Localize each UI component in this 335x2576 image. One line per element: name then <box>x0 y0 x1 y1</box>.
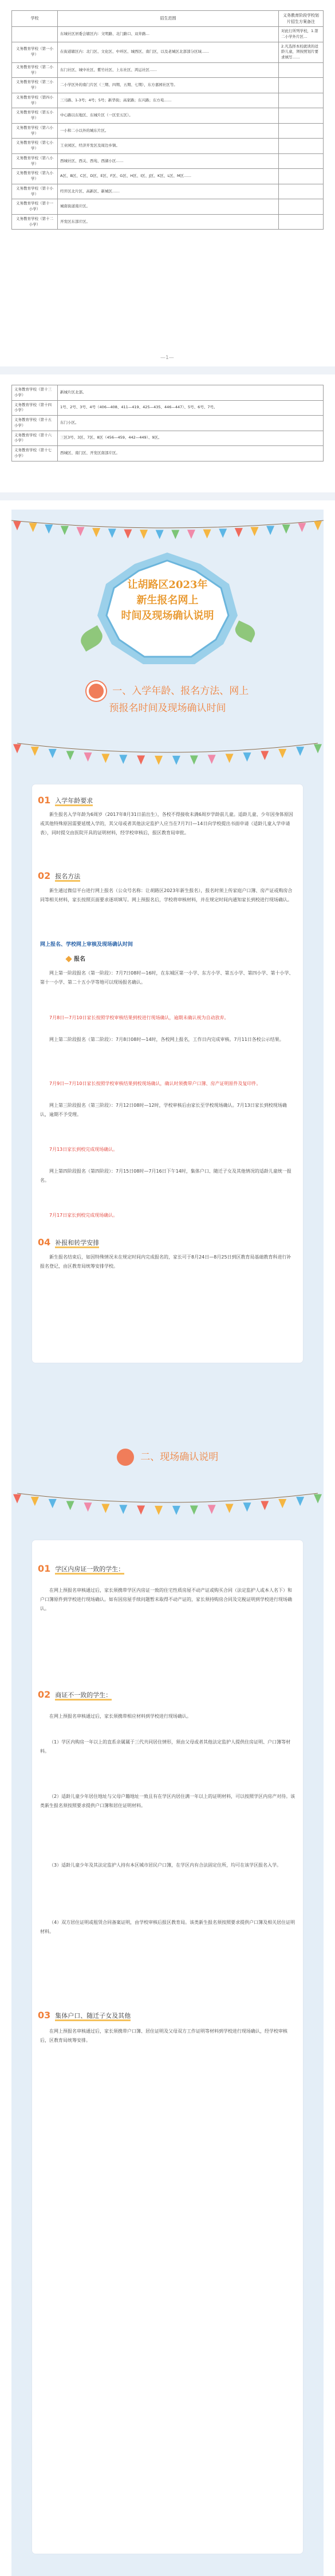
scope-cell: 一小和二小以外的城东片区。 <box>58 123 279 139</box>
table-row <box>12 169 324 184</box>
schedule-subheading-2: 报名 <box>66 954 85 962</box>
alarm-clock-icon <box>117 1449 134 1466</box>
note-cell <box>279 108 324 124</box>
bunting-flag <box>282 524 290 534</box>
section-1-heading-line-1: 一、入学年龄、报名方法、网上 <box>112 685 249 697</box>
bunting-flag <box>203 529 211 538</box>
schedule-p8: 7月17日家长到校完成现场确认。 <box>49 1213 118 1218</box>
bunting-flag <box>296 747 304 756</box>
table-row <box>12 400 324 416</box>
item-number: 03 <box>38 2010 51 2021</box>
school-name-cell: 义务教育学校（第七小学） <box>12 139 58 154</box>
note-cell <box>279 184 324 199</box>
banner-title-line-1: 让胡路区2023年 <box>127 579 208 591</box>
scope-cell: A区、B区、C区、D区、E区、F区、G区、H区、I区、J区、K区、L区、M区…… <box>58 169 279 184</box>
scope-cell: 城南街道南片区。 <box>58 199 279 215</box>
bunting-flag <box>171 530 179 539</box>
bunting-flag <box>101 1504 109 1513</box>
note-cell <box>279 169 324 184</box>
table-row <box>12 385 324 401</box>
item-2-header <box>38 870 80 881</box>
alarm-clock-icon <box>86 681 106 701</box>
bunting-flag <box>45 524 53 534</box>
table-body <box>12 385 324 461</box>
bunting-flag <box>261 751 269 760</box>
school-name-cell: 义务教育学校（第四小学） <box>12 93 58 108</box>
item-number: 04 <box>38 1237 51 1248</box>
item-number: 02 <box>38 870 51 881</box>
item-number: 02 <box>38 1689 51 1700</box>
bunting-flag <box>250 527 258 536</box>
bunting-flag <box>77 527 85 536</box>
item-title: 入学年龄要求 <box>55 796 93 805</box>
bunting-decoration <box>11 518 324 541</box>
table-body <box>12 27 324 230</box>
section-1-heading <box>11 681 324 716</box>
school-name-cell: 义务教育学校（第十一小学） <box>12 199 58 215</box>
school-zone-table <box>11 10 324 230</box>
item-1-text: 新生报名入学年龄为6周岁（2017年8月31日前出生），各校不得接收未满6周岁学龄前儿童。适龄儿童、少年因身体原因或其他特殊原因需要延缓入学的，其父母或者其他法定监护人应当在7月7日—14日向学校提出书面申请（适龄儿童入学申请表），同时提交由医院开具的证明材料，经学校审核后，报区教育局审批。 <box>40 812 293 835</box>
bunting-flag <box>108 528 116 538</box>
note-cell <box>279 93 324 108</box>
schedule-p3: 网上第二阶段报名（第二阶段）：7月8日08时—14时，各校网上报名，工作日内完成审核。7月11日各校公示结果。 <box>49 1037 284 1042</box>
scope-cell: 东门社区、城中社区、紫竹社区、上东社区、鸿运社区…… <box>58 62 279 78</box>
bunting-flag <box>49 1499 57 1508</box>
school-name-cell: 义务教育学校（第十七小学） <box>12 446 58 461</box>
table-row <box>12 184 324 199</box>
scope-cell: 西城社区、西关、西苑、西湖小区…… <box>58 153 279 169</box>
bunting-flag <box>226 754 234 763</box>
schedule-p7: 网上第四阶段报名（第四阶段）：7月15日08时—7月16日下午14时，集体户口、随迁子女及其他情况的适龄儿童统一报名。 <box>40 1169 291 1183</box>
school-name-cell: 义务教育学校（第十小学） <box>12 184 58 199</box>
item-title: 集体户口、随迁子女及其他 <box>55 2011 131 2020</box>
school-name-cell: 义务教育学校（第十五小学） <box>12 416 58 431</box>
scope-cell: 新城片区北部。 <box>58 385 324 401</box>
item-2-text: 新生通过微信平台进行网上报名（公众号名称：让胡路区2023年新生报名），报名时须上传家庭户口簿、房产证或购房合同等相关材料，家长按照页面要求逐项填写。网上预报名后，学校将审核材料，并在规定时间内通知家长到校进行现场确认。 <box>40 888 293 902</box>
schedule-p6: 7月13日家长到校完成现场确认。 <box>49 1147 118 1152</box>
bunting-flag <box>298 523 306 532</box>
table-row <box>12 416 324 431</box>
bunting-flag <box>219 528 227 538</box>
table-row <box>12 214 324 230</box>
table-header-school: 学校 <box>12 11 58 27</box>
bunting-flag <box>243 752 251 762</box>
bunting-flag <box>156 530 164 539</box>
item-3-text: 在网上预报名审核通过后，家长须携带户口簿、居住证明及父母双方工作证明等材料到学校进行现场确认，经学校审核后，区教育局统筹安排。 <box>40 2029 287 2043</box>
bunting-flag <box>296 1497 304 1506</box>
bunting-flag <box>208 755 216 764</box>
bunting-flag <box>187 530 195 539</box>
note-cell: 2.凡选择本校就读的适龄儿童，须按照划片要求填写…… <box>279 42 324 62</box>
bunting-flag <box>13 1494 21 1504</box>
bunting-flag <box>278 1499 286 1508</box>
note-cell <box>279 199 324 215</box>
note-cell <box>279 153 324 169</box>
bunting-flag <box>92 528 100 537</box>
bunting-flag <box>137 1505 145 1514</box>
table-row <box>12 108 324 124</box>
schedule-p5: 网上第三阶段报名（第三阶段）：7月12日08时—12时，学校审核后由家长至学校现场确认。7月13日家长到校现场确认，逾期不予受理。 <box>40 1103 287 1117</box>
bunting-flag <box>261 1501 269 1510</box>
bunting-flag <box>208 1505 216 1514</box>
table-row <box>12 78 324 93</box>
bunting-flag <box>314 521 322 530</box>
table-row <box>12 123 324 139</box>
bunting-decoration <box>11 1489 324 1523</box>
school-name-cell: 义务教育学校（第十四小学） <box>12 400 58 416</box>
bunting-flag <box>314 1494 322 1504</box>
school-name-cell: 义务教育学校（第六小学） <box>12 123 58 139</box>
table-row <box>12 446 324 461</box>
bunting-flag <box>140 530 148 539</box>
section-2-card <box>32 1540 303 2554</box>
note-cell: 对此行所列学校，1.第二小学外片区… <box>279 27 324 42</box>
section-divider <box>0 366 335 374</box>
item-title: 报名方法 <box>55 871 80 881</box>
scope-cell: 1号、2号、3号、4号（406—408、411—419、425—435、446—447）、5号、6号、7号。 <box>58 400 324 416</box>
school-name-cell: 义务教育学校（第十六小学） <box>12 431 58 446</box>
table-row <box>12 62 324 78</box>
table-header-row <box>12 11 324 27</box>
banner-title-line-2: 新生报名网上 <box>136 594 199 606</box>
bunting-flag <box>314 744 322 754</box>
bunting-decoration <box>11 739 324 773</box>
table-row <box>12 153 324 169</box>
note-cell <box>279 139 324 154</box>
scope-cell: 开发区东部片区。 <box>58 214 279 230</box>
bunting-flag <box>226 1504 234 1513</box>
table-header-scope: 招生范围 <box>58 11 279 27</box>
item-1-text: 在网上预报名审核通过后，家长须携带学区内房证一致的住宅性质房屋不动产证或购买合同（法定监护人或本人名下）和户口簿原件到学校进行现场确认。如有因房屋手续问题暂未取得不动产证的，家长须持购房合同及完税证明到学校进行现场确认。 <box>40 1588 292 1611</box>
item-2-list-4: （4）双方居住证明或租赁合同备案证明，由学校审核后报区教育局。该类新生报名须按照要求提供户口簿及相关居住证明材料。 <box>40 1920 295 1934</box>
kite-icon <box>65 956 72 962</box>
bunting-flag <box>278 749 286 758</box>
school-name-cell: 义务教育学校（第十二小学） <box>12 214 58 230</box>
scope-cell: 西城区、南门区、开发区南部片区。 <box>58 446 324 461</box>
bunting-flag <box>13 744 21 754</box>
bunting-flag <box>190 755 198 764</box>
table-row <box>12 42 324 62</box>
scope-cell: 工业园区、经济开发区及周边乡镇。 <box>58 139 279 154</box>
scope-cell: 中心路以东地区、东城片区（一区至五区）。 <box>58 108 279 124</box>
scope-cell: 三马路、1-3号；4号；5号；新华街；高家路；东兴路；东方苑…… <box>58 93 279 108</box>
bunting-flag <box>190 1505 198 1514</box>
item-2-list-3: （3）适龄儿童少年及其法定监护人持有本区城市居民户口簿，在学区内有合法固定住所，均可在该学区报名入学。 <box>49 1863 282 1868</box>
bunting-flag <box>29 523 37 532</box>
table-row <box>12 27 324 42</box>
bunting-flag <box>66 1501 74 1510</box>
bunting-flag <box>84 1502 92 1512</box>
bunting-flag <box>172 1506 180 1515</box>
bunting-flag <box>66 751 74 760</box>
bunting-flag <box>49 749 57 758</box>
bunting-flag <box>137 755 145 764</box>
note-cell <box>279 123 324 139</box>
bunting-flag <box>155 1506 163 1515</box>
bunting-flag <box>31 747 39 756</box>
item-4-text: 新生报名结束后，如因特殊情况未在规定时间内完成报名的，家长可于8月24日—8月25日到区教育局基础教育科进行补报名登记，由区教育局统筹安排学校。 <box>40 1255 291 1269</box>
schedule-subheading: 网上报名、学校网上审核及现场确认时间 <box>40 942 133 948</box>
item-1-header <box>38 795 93 806</box>
scope-cell: 二小学区外的南门片区（三期、四期、五期、七期），东方嘉园社区等。 <box>58 78 279 93</box>
table-row <box>12 431 324 446</box>
bunting-flag <box>243 1502 251 1512</box>
bunting-flag <box>124 529 132 538</box>
table-row <box>12 199 324 215</box>
table-row <box>12 139 324 154</box>
bunting-flag <box>266 526 274 535</box>
bunting-flag <box>155 756 163 765</box>
bunting-flag <box>31 1497 39 1506</box>
school-name-cell: 义务教育学校（第十三小学） <box>12 385 58 401</box>
school-name-cell: 义务教育学校（第九小学） <box>12 169 58 184</box>
school-name-cell <box>12 27 58 42</box>
scope-cell: 三区3号、3区、7区、8区（456—459、442—449）、9区。 <box>58 431 324 446</box>
bunting-flag <box>235 528 243 537</box>
school-name-cell: 义务教育学校（第三小学） <box>12 78 58 93</box>
item-2-list-1: （1）学区内购房一年以上的直系亲属属于三代共同居住情形，须由父母或者其他法定监护人提供住房证明、户口簿等材料。 <box>40 1739 291 1754</box>
table-row <box>12 93 324 108</box>
item-2-text: 在网上预报名审核通过后，家长须携带相应材料到学校进行现场确认。 <box>49 1714 191 1719</box>
item-title: 补报和转学安排 <box>55 1238 99 1247</box>
bunting-flag <box>61 526 69 535</box>
note-cell <box>279 62 324 78</box>
table-header-note: 义务教育阶段学校划片招生方案备注 <box>279 11 324 27</box>
page-marker: —1— <box>160 355 174 361</box>
scope-cell: 经开区北片区、高新区、新城区…… <box>58 184 279 199</box>
banner-title-line-3: 时间及现场确认说明 <box>121 610 214 622</box>
item-3-header <box>38 2010 131 2021</box>
bunting-flag <box>172 756 180 765</box>
section-1-heading-line-2: 预报名时间及现场确认时间 <box>109 703 226 714</box>
item-title: 学区内房证一致的学生： <box>55 1564 124 1573</box>
school-name-cell: 义务教育学校（第五小学） <box>12 108 58 124</box>
school-zone-table-continued <box>11 385 324 461</box>
item-2-header <box>38 1689 112 1700</box>
scope-cell: 东城社区居委会辖区内：文明路、北门路口、双井路… <box>58 27 279 42</box>
section-2-heading: 二、现场确认说明 <box>11 1449 324 1466</box>
section-1-card <box>32 784 303 1363</box>
bunting-flag <box>84 752 92 762</box>
scope-cell: 东门小区。 <box>58 416 324 431</box>
section-divider <box>0 492 335 500</box>
schedule-p4: 7月9日—7月10日家长按照学校审核结果到校现场确认，确认时须携带户口簿、房产证明原件及复印件。 <box>49 1081 261 1086</box>
school-name-cell: 义务教育学校（第八小学） <box>12 153 58 169</box>
item-4-header <box>38 1237 99 1248</box>
item-title: 商证不一致的学生： <box>55 1690 112 1699</box>
scope-cell: 在街道辖区内：北门区、文化区、中环区、城西区、南门区，以及老城区北部部分区域…… <box>58 42 279 62</box>
item-1-header <box>38 1563 124 1574</box>
item-number: 01 <box>38 795 51 806</box>
banner-title <box>97 577 238 624</box>
item-number: 01 <box>38 1563 51 1574</box>
bunting-flag <box>13 521 21 530</box>
item-2-list-2: （2）适龄儿童少年居住地址与父母户籍地址一致且有在学区内居住满一年以上的证明材料，可以按照学区内房产对待。该类新生报名须按照要求提供户口簿和居住证明材料。 <box>40 1794 295 1808</box>
schedule-p1: 网上第一阶段报名（第一阶段）：7月7日08时—16时，在东城区第一小学、东方小学、第五小学、第四小学、第十小学、第十一小学、第二十五小学等地可以现场报名确认。 <box>40 971 294 985</box>
bunting-flag <box>119 755 127 764</box>
schedule-p2: 7月8日—7月10日家长按照学校审核结果到校进行现场确认，逾期未确认视为自动放弃。 <box>49 1015 229 1020</box>
school-name-cell: 义务教育学校（第二小学） <box>12 62 58 78</box>
bunting-flag <box>101 754 109 763</box>
note-cell <box>279 78 324 93</box>
bunting-flag <box>119 1505 127 1514</box>
note-cell <box>279 214 324 230</box>
school-name-cell: 义务教育学校（第一小学） <box>12 42 58 62</box>
